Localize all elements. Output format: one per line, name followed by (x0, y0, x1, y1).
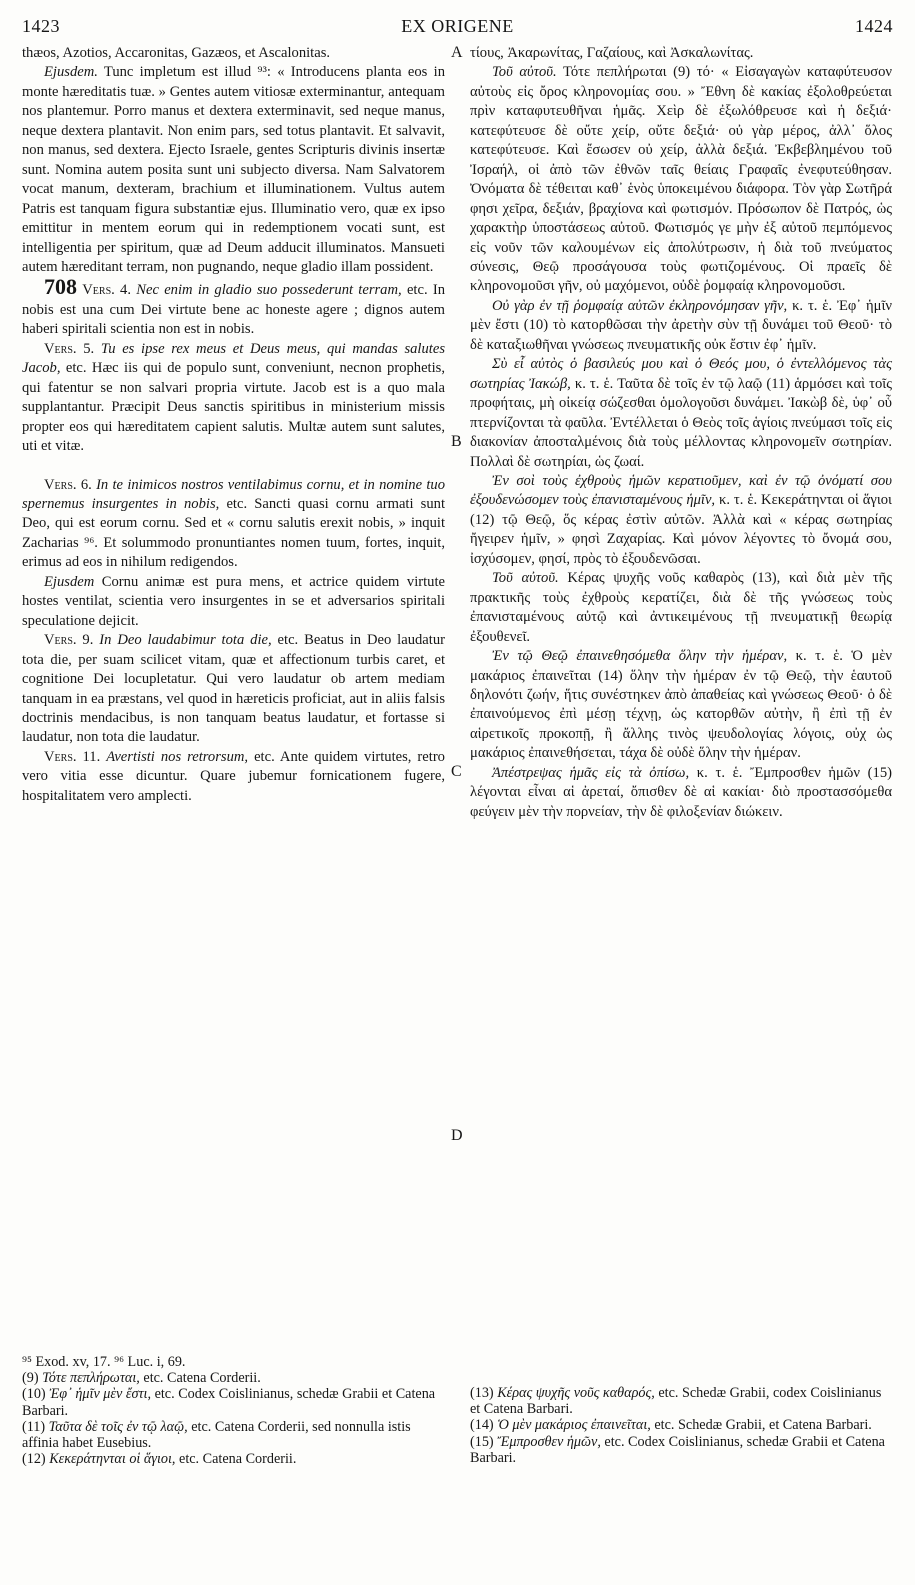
greek-paragraph: τίους, Ἀκαρωνίτας, Γαζαίους, καὶ Ἀσκαλωνίτας. (470, 45, 754, 61)
margin-letter-d: D (451, 1127, 463, 1144)
footnote: (13) Κέρας ψυχῆς νοῦς καθαρός, etc. Schedæ Grabii, codex Coislinianus et Catena Barbari. (470, 1385, 882, 1418)
page-number-right: 1424 (855, 16, 893, 36)
footnote: (10) Ἐφ᾽ ἡμῖν μὲν ἔστι, etc. Codex Coislinianus, schedæ Grabii et Catena Barbari. (22, 1386, 436, 1419)
page-number-left: 1423 (22, 16, 60, 36)
latin-paragraph: Vers. 9. In Deo laudabimur tota die, etc. Beatus in Deo laudatur tota die, per suam scilicet vitam, quæ et affectionum turbis caret, et cognitione Dei locupletatur. Qui vero laudatur ob artem mediam tanquam in ea præstans, vel quod in hæreticis proficiat, aut in aliis falsis doctrinis mendacibus, is non tanquam beatus laudatur, et fortasse si laudatur, non tota die laudatur. (22, 632, 445, 746)
margin-letter-c: C (451, 763, 462, 780)
footnote: (15) Ἔμπροσθεν ἡμῶν, etc. Codex Coislinianus, schedæ Grabii et Catena Barbari. (470, 1433, 885, 1466)
latin-paragraph: Vers. 11. Avertisti nos retrorsum, etc. Ante quidem virtutes, retro vero vitia esse dicuntur. Quare jubemur fornicationem fugere, hospitalitatem vero amplecti. (22, 748, 445, 804)
greek-paragraph: Ἐν σοὶ τοὺς ἐχθροὺς ἡμῶν κερατιοῦμεν, καὶ ἐν τῷ ὀνόματί σου ἐξουδενώσομεν τοὺς ἐπανισταμένους ἡμῖν, κ. τ. ἑ. Κεκεράτηνται οἱ ἅγιοι (12) τῷ Θεῷ, ὅς κέρας ἐστὶν αὐτῶν. Ἀλλὰ καὶ « κέρας σωτηρίας ἤγειρεν ἡμῖν, » φησὶ Ζαχαρίας. Καὶ μόνον λέγοντες τὸ ὄνομά σου, ἰσχύσομεν, φησί, πρὸς τὸ ἐξουδενῶσαι. (470, 472, 892, 567)
greek-paragraph: Οὐ γὰρ ἐν τῇ ῥομφαίᾳ αὐτῶν ἐκληρονόμησαν γῆν, κ. τ. ἑ. Ἐφ᾽ ἡμῖν μὲν ἔστι (10) τὸ κατορθῶσαι τὴν ἀρετὴν σὺν τῇ δυνάμει τοῦ Θεοῦ· τὸ δὲ καταξιωθῆναι γνώσεως πνευματικῆς οὐκ ἔστιν ἐφ᾽ ἡμῖν. (470, 297, 892, 353)
running-title: EX ORIGENE (401, 16, 514, 36)
latin-paragraph: thæos, Azotios, Accaronitas, Gazæos, et Ascalonitas. (22, 45, 331, 61)
footnote: ⁹⁵ Exod. xv, 17. ⁹⁶ Luc. i, 69. (22, 1354, 186, 1370)
footnote: (11) Ταῦτα δὲ τοῖς ἐν τῷ λαῷ, etc. Catena Corderii, sed nonnulla istis affinia habet Eusebius. (22, 1418, 411, 1452)
greek-paragraph: Ἀπέστρεψας ἡμᾶς εἰς τὰ ὀπίσω, κ. τ. ἑ. Ἔμπροσθεν ἡμῶν (15) λέγονται εἶναι αἱ ἀρεταί, ὄπισθεν δὲ αἱ κακίαι· διὸ προστασσόμεθα φεύγειν μὲν τὴν πορνείαν, τὴν δὲ φιλοξενίαν διώκειν. (470, 764, 892, 820)
latin-paragraph: Vers. 5. Tu es ipse rex meus et Deus meus, qui mandas salutes Jacob, etc. Hæc iis qui de populo sunt, conveniunt, necnon prophetis, qui fatentur se non salvari propria virtute. Jacob est is a quo mala supplantantur. Præcipit Deus sanctis spiritibus in ministerium missis propter eos qui hæreditatem capient salutis. Multæ autem sunt salutes, uti et vitæ. (22, 340, 445, 455)
running-header (22, 16, 893, 42)
column-number: 708 (44, 274, 77, 300)
greek-column (470, 44, 892, 822)
footnote: (14) Ὁ μὲν μακάριος ἐπαινεῖται, etc. Schedæ Grabii, et Catena Barbari. (470, 1417, 872, 1434)
latin-paragraph: Ejusdem Cornu animæ est pura mens, et actrice quidem virtute hostes ventilat, scientia vero insurgentes in se et adversarios spiritali speculatione dejicit. (22, 573, 445, 629)
footnote: (12) Κεκεράτηνται οἱ ἅγιοι, etc. Catena Corderii. (22, 1451, 297, 1468)
greek-footnotes (470, 1385, 892, 1466)
greek-paragraph: Τοῦ αὐτοῦ. Κέρας ψυχῆς νοῦς καθαρὸς (13), καὶ διὰ μὲν τῆς πρακτικῆς τοὺς ἐχθροὺς κερατίζει, διὰ δὲ τῆς γνώσεως τοὺς ἐπανισταμένους αὐτῷ καὶ ἀντικειμένους τῇ πνευματικῇ θεωρίᾳ ἐξουθενεῖ. (470, 570, 892, 645)
greek-paragraph: Σὺ εἶ αὐτὸς ὁ βασιλεύς μου καὶ ὁ Θεός μου, ὁ ἐντελλόμενος τὰς σωτηρίας Ἰακώβ, κ. τ. ἑ. Ταῦτα δὲ τοῖς ἐν τῷ λαῷ (11) ἁρμόσει καὶ τοῖς προφήταις, μὴ οἰκείᾳ σώζεσθαι ὁμολογοῦσι δυνάμει. Ἰακὼβ δὲ, ὑφ᾽ οὗ πτερνίζονται τὰ φαῦλα. Ἐντέλλεται ὁ Θεὸς τοῖς ἁγίοις πνεύμασι τοῖς εἰς διακονίαν ἀποσταλμένοις διὰ τοὺς μέλλοντας κληρονομεῖν σωτηρίαν. Πολλαὶ δὲ σωτηρίαι, ὡς ζωαί. (470, 356, 892, 470)
latin-paragraph: Ejusdem. Tunc impletum est illud ⁹³: « Introducens planta eos in monte hæreditatis tuæ. » Gentes autem vitiosæ exterminantur, antequam nos plantemur. Porro manus et dextera exterminavit, sed neque manus, neque dextera plantavit. Non enim pars, sed totus plantavit. Et salvavit, non manus, sed dextera. Ejecto Israele, gentes Scripturis divinis insertæ sunt. Nomina autem posita sunt uni subjecto diversa. Nam Salvatorem vocat manum, dexteram, brachium et illuminationem. Vultus autem Patris est tanquam figura substantiæ ejus. Illuminatio vero, quæ ex ipso emittitur in mentem eorum qui in redemptionem vocati sunt, est intelligentia per spiritum, quæ ad Deum adducit illuminatos. Mansueti autem hæreditant terram, non pugnando, neque gladio illam possident. (22, 64, 445, 275)
latin-column (22, 44, 445, 806)
margin-letter-b: B (451, 433, 462, 450)
latin-paragraph: 708 Vers. 4. Nec enim in gladio suo possederunt terram, etc. In nobis est una cum Dei virtute bene ac honeste agere ; dignos autem haberi spiritali scientia non est in nobis. (22, 274, 446, 338)
margin-letter-a: A (451, 44, 463, 61)
greek-paragraph: Ἐν τῷ Θεῷ ἐπαινεθησόμεθα ὅλην τὴν ἡμέραν, κ. τ. ἑ. Ὁ μὲν μακάριος ἐπαινεῖται (14) ὅλην τὴν ἡμέραν ἐν τῷ Θεῷ, τὴν ἑαυτοῦ δηλονότι ζωήν, ἥτις συνέστηκεν ἀπὸ ἀπαθείας καὶ γνώσεως Θεοῦ· ὁ δὲ ἐπαινούμενος ἐπὶ μέσῃ τέχνῃ, ὡς κατορθῶν αὐτὴν, ἢ ἐπὶ τῇ ἐν αἱρετικοῖς προκοπῇ, ἢ ἄλλης τινὸς ψευδολογίας λόγοις, οὐχ ὡς μακάριος ἐπαινεθήσεται, τάχα δὲ οὐδὲ ὅλην τὴν ἡμέραν. (470, 648, 892, 762)
latin-paragraph: Vers. 6. In te inimicos nostros ventilabimus cornu, et in nomine tuo spernemus insurgentes in nobis, etc. Sancti quasi cornu armati sunt Deo, qui est eorum cornu. Sed et « cornu salutis erexit nobis, » inquit Zacharias ⁹⁶. Et solummodo pronuntiantes nomen tuum, fortes, inquit, erimus ad eos in nihilum redigendos. (22, 476, 446, 571)
greek-paragraph: Τοῦ αὐτοῦ. Τότε πεπλήρωται (9) τό· « Εἰσαγαγὼν καταφύτευσον αὐτοὺς εἰς ὄρος κληρονομίας σου. » Ἔθνη δὲ κακίας ἐξολοθρεύεται πρὶν καταφυτευθῆναι ἡμᾶς. Χεὶρ δὲ ἐξωλόθρευσε καὶ ἡ δεξιά· κατεφύτευσε δὲ οὔτε χείρ, οὔτε δεξιά· οὐ γὰρ μέρος, ἀλλ᾽ ὅλος κατεφύτευσε. Καὶ ἔσωσεν οὐ χείρ, ἀλλὰ δεξιά. Ἐκβεβλημένου τοῦ Ἰσραήλ, οἱ ἀπὸ τῶν ἐθνῶν ταῖς θείαις Γραφαῖς ἐνεφυτεύθησαν. Ὀνόματα δὲ τέθειται καθ᾽ ἑνὸς ὑποκειμένου διάφορα. Τὸν γὰρ Σωτῆρά φησι χεῖρα, δεξιάν, βραχίονα καὶ φωτισμόν. Πρόσωπον δὲ Πατρός, ὡς χαρακτὴρ ὑποστάσεως αὐτοῦ. Φωτισμός γε μὴν ἐξ αὐτοῦ πεμπόμενος εἰς νοῦν τῶν καλουμένων εἰς ἀπολύτρωσιν, ἡ διὰ τοῦ πνεύματος σύνεσις, Θεῷ προσάγουσα τοὺς φωτιζομένους. Οἱ πραεῖς δὲ κληρονομοῦσι γῆν, οὐ μαχόμενοι, οὐδὲ ῥομφαίᾳ κληρονομοῦσι. (470, 64, 892, 295)
footnote: (9) Τότε πεπλήρωται, etc. Catena Corderii. (22, 1370, 261, 1387)
latin-footnotes (22, 1354, 445, 1467)
